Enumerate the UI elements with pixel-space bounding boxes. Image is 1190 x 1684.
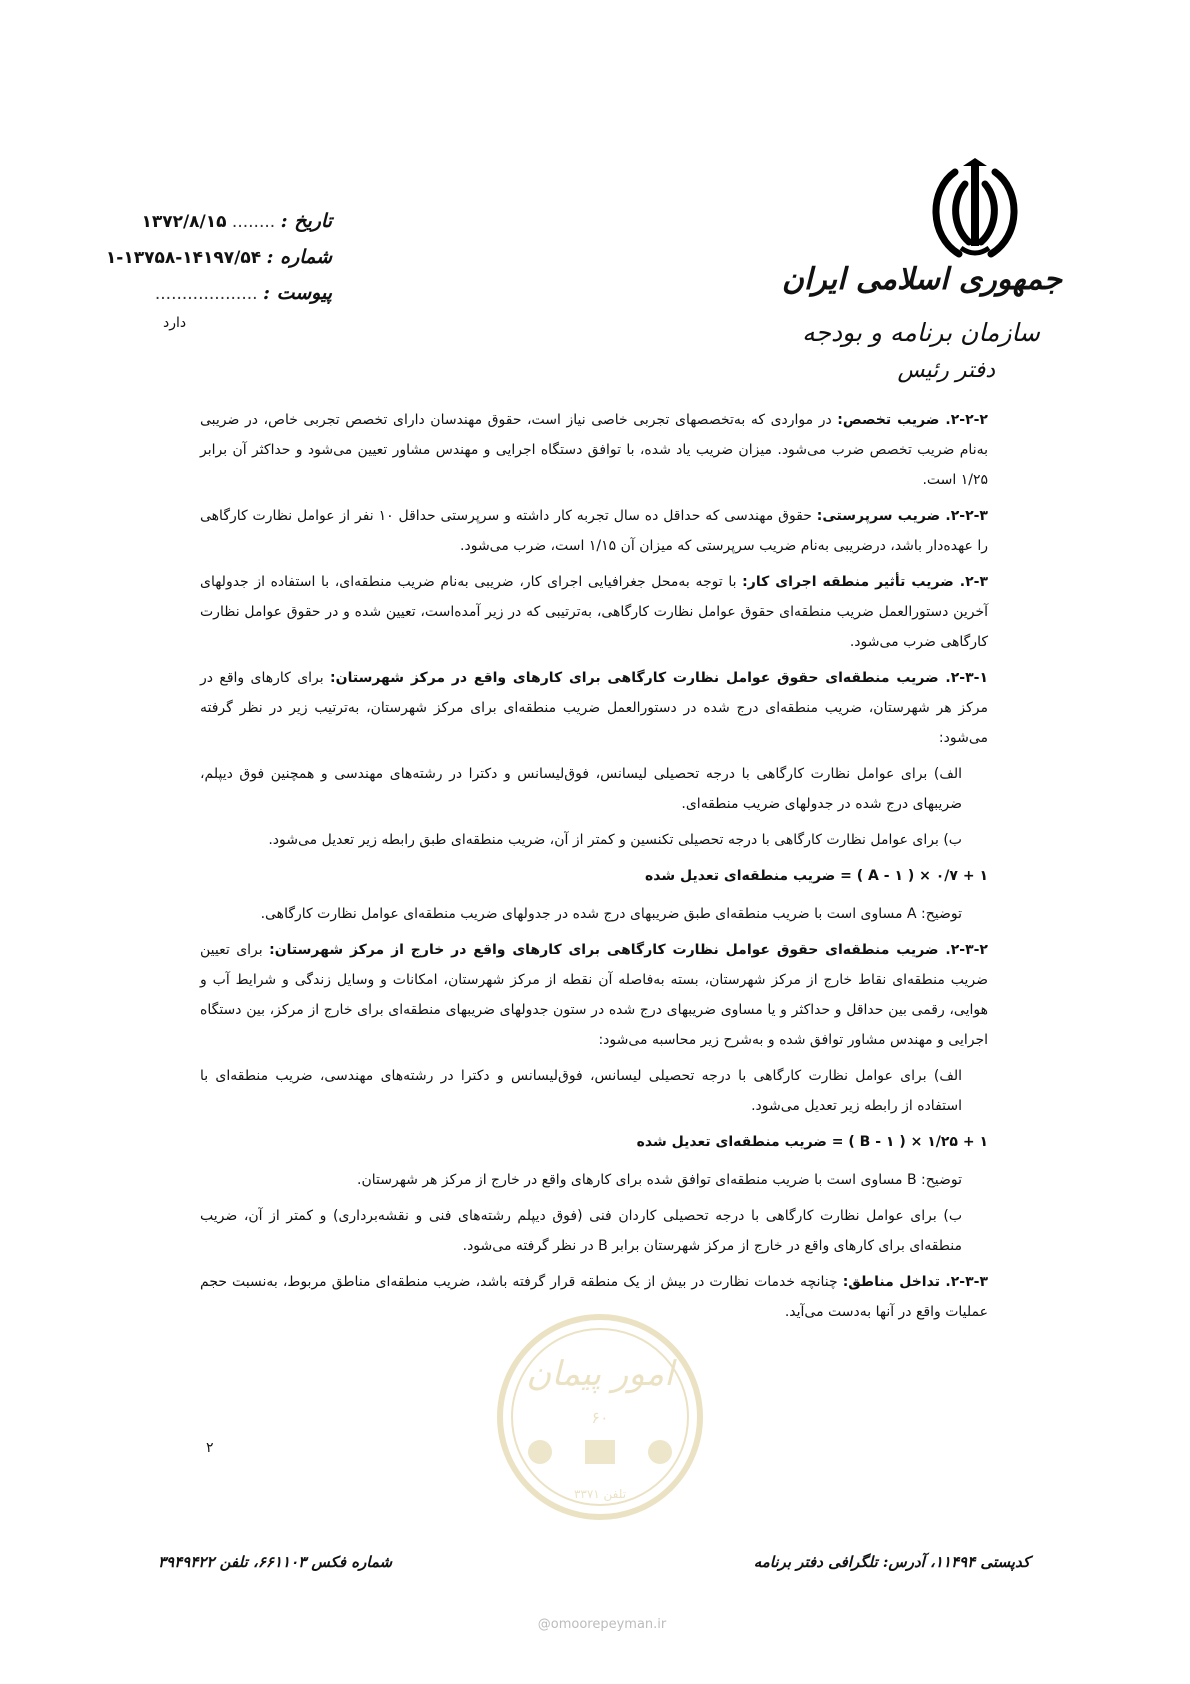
section-2-3-1-b: ب) برای عوامل نظارت کارگاهی با درجه تحصیلی تکنسین و کمتر از آن، ضریب منطقه‌ای طبق رابطه زیر تعدیل می‌شود. [268,832,962,848]
note-b: توضیح: B مساوی است با ضریب منطقه‌ای توافق شده برای کارهای واقع در خارج از مرکز هر شهرستان. [357,1172,962,1188]
watermark-stamp [480,1312,720,1522]
date-row [141,210,332,232]
attachment-label: پیوست : [262,282,332,304]
number-value: ۱۴۱۹۷/۵۴-۱۳۷۵۸-۱ [105,248,262,268]
page-mark: ۲ [206,1440,214,1456]
attachment-row [155,282,332,304]
number-row [106,246,332,268]
date-label: تاریخ : [280,210,332,232]
note-a: توضیح: A مساوی است با ضریب منطقه‌ای طبق ضریبهای درج شده در جدولهای ضریب منطقه‌ای عوامل نظارت کارگاهی. [260,906,962,922]
section-2-2-2 [200,405,988,495]
section-text: برای تعیین ضریب منطقه‌ای نقاط خارج از مرکز شهرستان، بسته به‌فاصله آن نقطه از مرکز شهرستان، امکانات و وسایل زندگی و شرایط آب و هوایی، رقمی بین حداقل و حداکثر و یا مساوی ضریبهای درج شده در ستون جدولهای ضریبهای منطقه‌ای برای خارج از مرکز، بین دستگاه اجرایی و مهندس مشاور توافق شده و به‌شرح زیر محاسبه می‌شود: [200,942,988,1048]
org-office: دفتر رئیس [897,358,995,383]
section-text: با توجه به‌محل جغرافیایی اجرای کار، ضریبی به‌نام ضریب منطقه‌ای، با استفاده از جدولهای آخرین دستورالعمل ضریب منطقه‌ای حقوق عوامل نظارت کارگاهی، به‌ترتیبی که در زیر آمده‌است، تعیین شده و در حقوق عوامل نظارت کارگاهی ضرب می‌شود. [200,574,988,650]
attachment-dots: ................... [154,284,258,304]
section-heading: ۲-۳-۲. ضریب منطقه‌ای حقوق عوامل نظارت کارگاهی برای کارهای واقع در خارج از مرکز شهرستان: [269,942,988,958]
section-2-3 [200,567,988,657]
section-text: حقوق مهندسی که حداقل ده سال تجربه کار داشته و سرپرستی حداقل ۱۰ نفر از عوامل نظارت کارگاهی را عهده‌دار باشد، درضریبی به‌نام ضریب سرپرستی که میزان آن ۱/۱۵ است، ضرب می‌شود. [200,508,988,554]
org-name: جمهوری اسلامی ایران [781,262,1062,297]
section-text: چنانچه خدمات نظارت در بیش از یک منطقه قرار گرفته باشد، ضریب منطقه‌ای مناطق مربوط، به‌نسبت حجم عملیات واقع در آنها به‌دست می‌آید. [200,1274,988,1320]
section-2-3-2-b: ب) برای عوامل نظارت کارگاهی با درجه تحصیلی کاردان فنی (فوق دیپلم رشته‌های فنی و نقشه‌برداری) و کمتر از آن، ضریب منطقه‌ای برای کارهای واقع در خارج از مرکز شهرستان برابر B در نظر گرفته می‌شود. [200,1208,962,1254]
stamp-phone: تلفن ۳۳۷۱ [573,1487,627,1501]
section-heading: ۲-۳-۳. تداخل مناطق: [842,1274,989,1290]
section-heading: ۲-۲-۳. ضریب سرپرستی: [816,508,988,524]
date-value: ۱۳۷۲/۸/۱۵ [141,212,227,232]
website-watermark: @omoorepeyman.ir [537,1617,667,1632]
section-text: برای کارهای واقع در مرکز هر شهرستان، ضریب منطقه‌ای درج شده در دستورالعمل ضریب منطقه‌ای برای مرکز شهرستان، به‌ترتیب زیر در نظر گرفته می‌شود: [200,670,988,746]
footer-address: کدپستی ۱۱۴۹۴، آدرس: تلگرافی دفتر برنامه [753,1553,1030,1571]
section-heading: ۲-۳. ضریب تأثیر منطقه اجرای کار: [742,574,988,590]
footer-fax-phone: شماره فکس ۶۶۱۱۰۳، تلفن ۳۹۴۹۴۲۲ [158,1553,393,1571]
section-heading: ۲-۳-۱. ضریب منطقه‌ای حقوق عوامل نظارت کارگاهی برای کارهای واقع در مرکز شهرستان: [330,670,989,686]
formula-b: ۱ + ۱/۲۵ × ( B - ۱ ) = ضریب منطقه‌ای تعدیل شده [636,1134,988,1150]
section-heading: ۲-۲-۲. ضریب تخصص: [837,412,988,428]
iran-emblem-icon [915,158,1035,266]
attachment-note: دارد [163,315,187,331]
section-2-3-2-a: الف) برای عوامل نظارت کارگاهی با درجه تحصیلی لیسانس، فوق‌لیسانس و دکترا در رشته‌های مهندسی، ضریب منطقه‌ای با استفاده از رابطه زیر تعدیل می‌شود. [200,1068,962,1114]
section-2-2-3 [200,501,988,561]
section-2-3-1 [200,663,988,753]
section-2-3-2 [200,935,988,1055]
formula-a: ۱ + ۰/۷ × ( A - ۱ ) = ضریب منطقه‌ای تعدیل شده [645,868,988,884]
org-subtitle: سازمان برنامه و بودجه [802,318,1040,347]
number-label: شماره : [266,246,332,268]
stamp-number: ۶۰ [591,1408,609,1427]
letter-body [200,405,988,1333]
section-text: در مواردی که به‌تخصصهای تجربی خاصی نیاز است، حقوق مهندسان دارای تخصص تجربی خاص، در ضریبی به‌نام ضریب تخصص ضرب می‌شود. میزان ضریب یاد شده، با توافق دستگاه اجرایی و مهندس مشاور تعیین می‌شود و حداکثر آن برابر ۱/۲۵ است. [200,412,988,488]
stamp-title: امور پیمان [526,1354,674,1394]
section-2-3-1-a: الف) برای عوامل نظارت کارگاهی با درجه تحصیلی لیسانس، فوق‌لیسانس و دکترا در رشته‌های مهندسی و همچنین فوق دیپلم، ضریبهای درج شده در جدولهای ضریب منطقه‌ای. [200,766,962,812]
date-dots: ........ [231,212,276,232]
